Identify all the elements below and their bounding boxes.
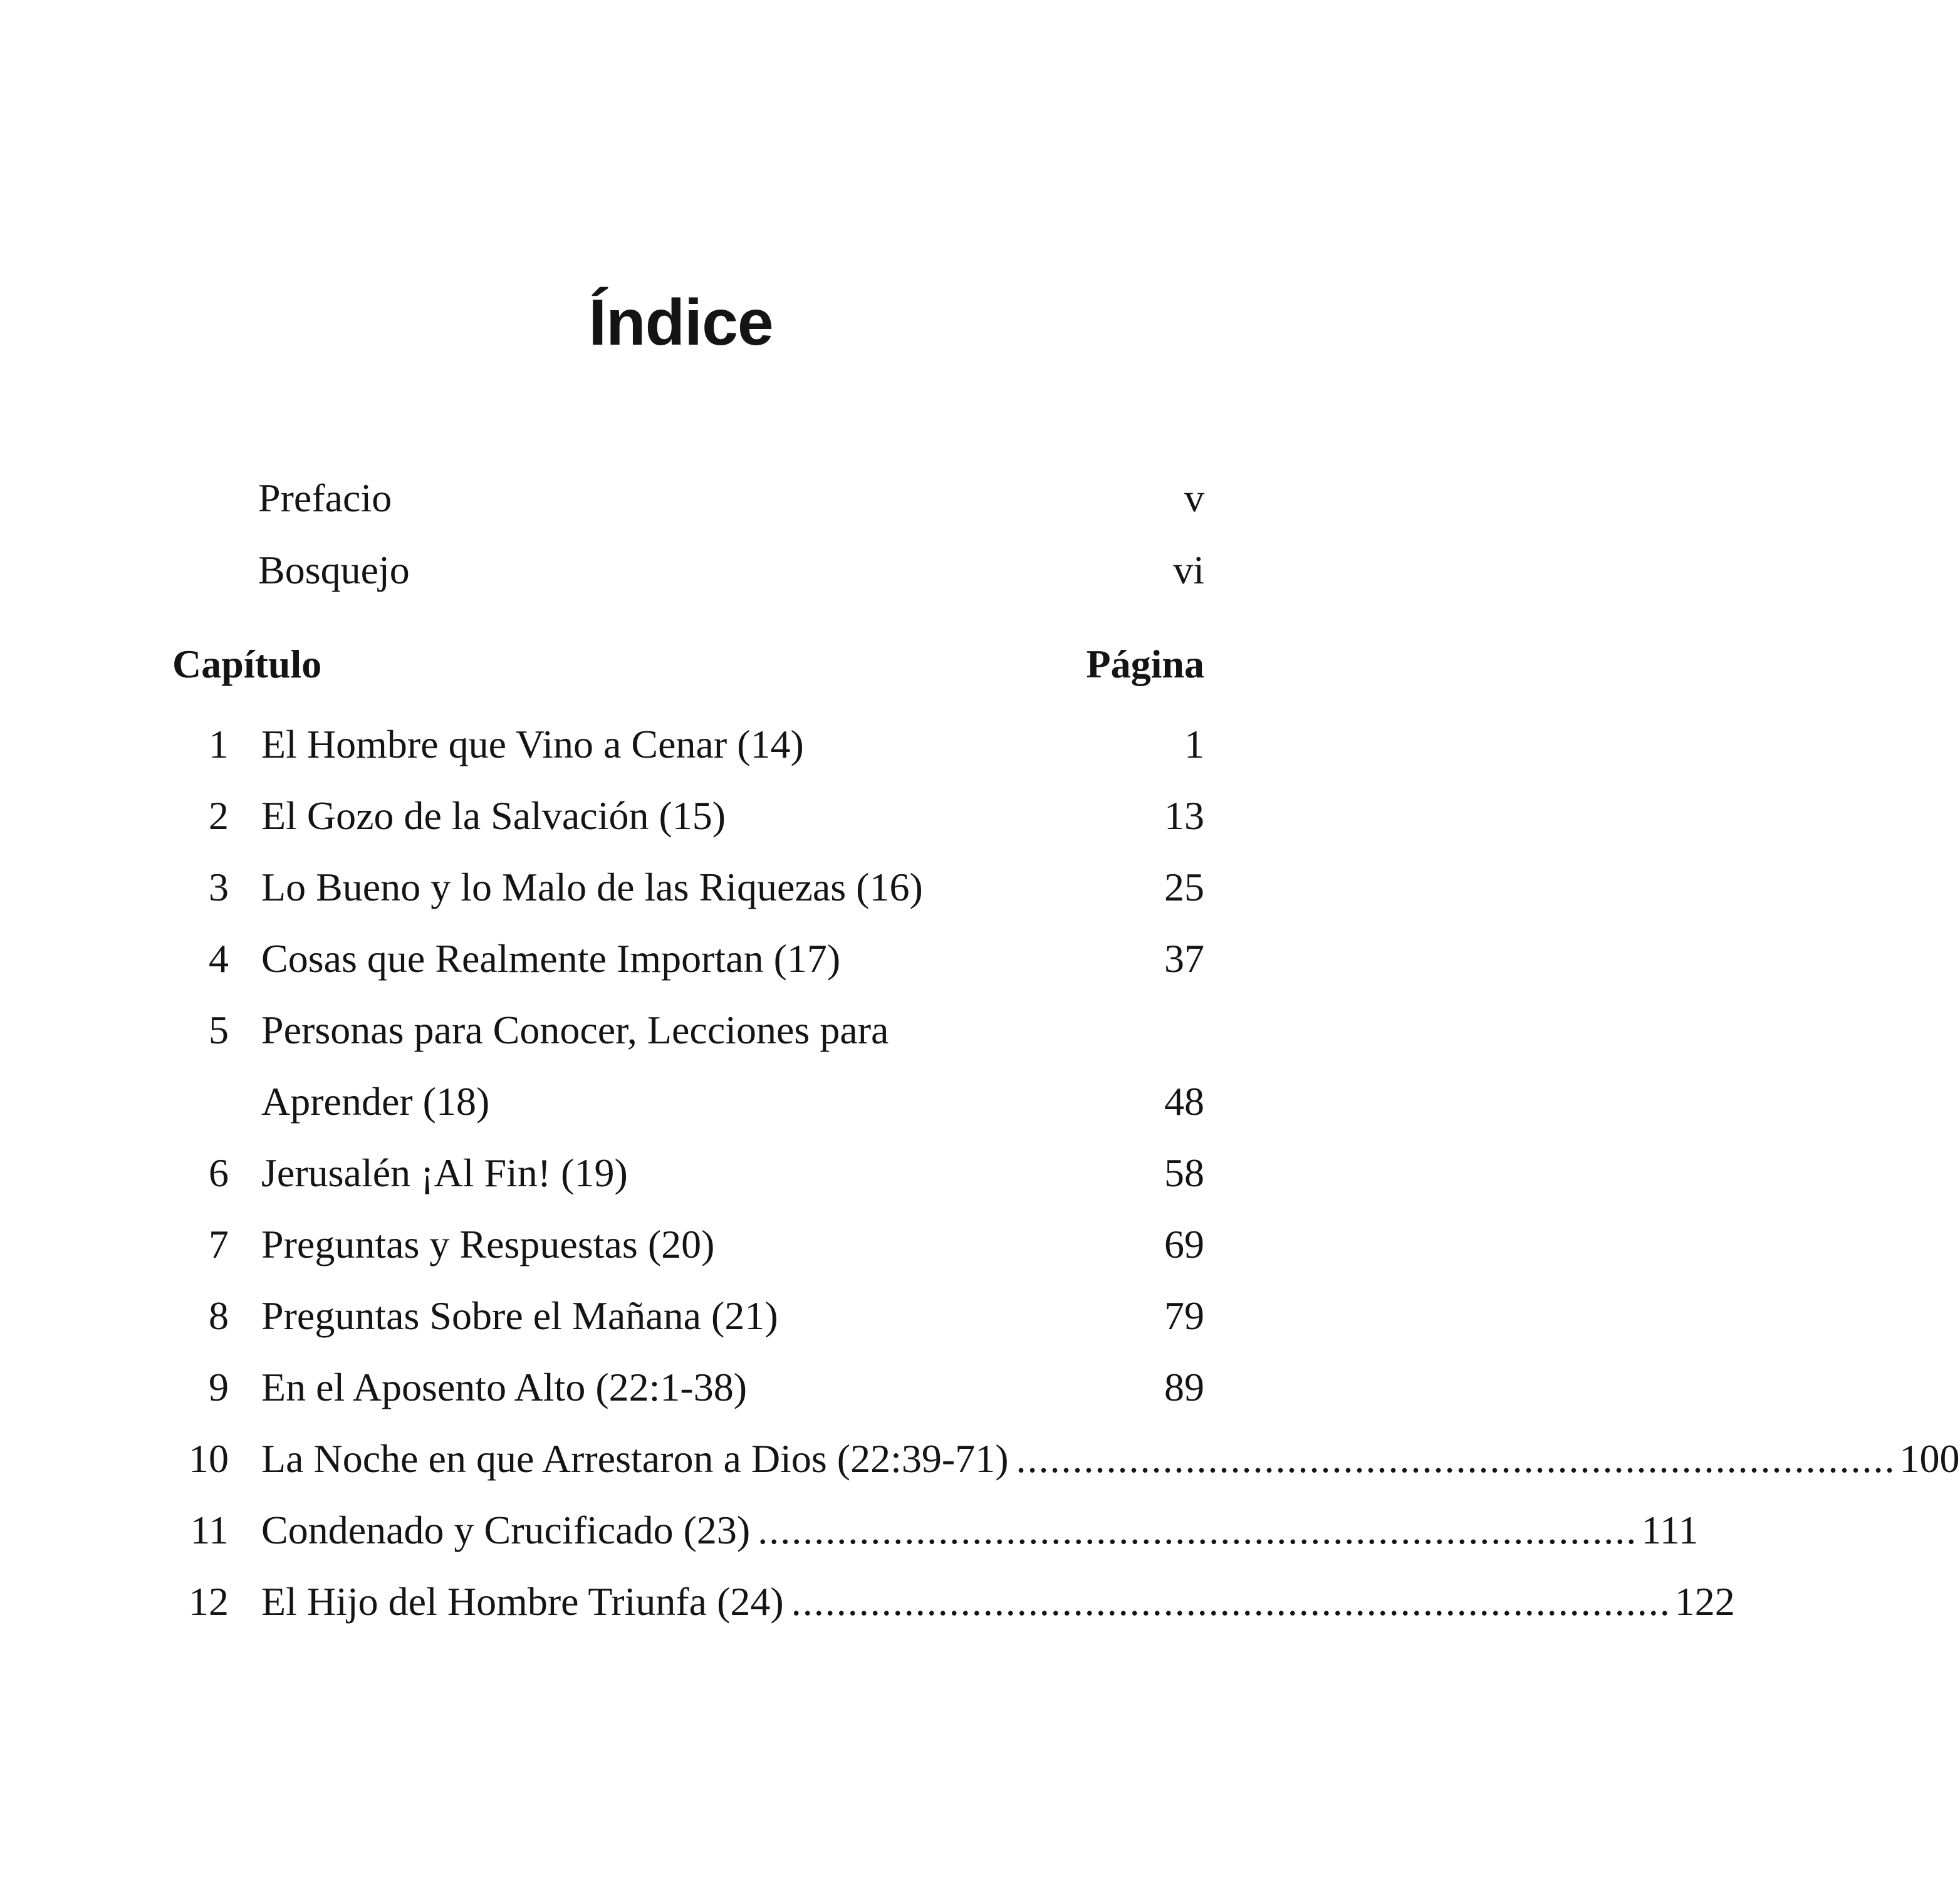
chapter-title-continued: Aprender (18) [261,1079,490,1124]
page-column-header: Página [1086,642,1204,686]
dot-leader-line [261,1577,1735,1627]
chapter-number: 1 [209,722,229,766]
chapter-title: Cosas que Realmente Importan (17) [261,936,841,981]
toc-entry-chapter-6[interactable] [172,1148,1204,1198]
chapter-number: 12 [189,1579,229,1624]
chapter-page: 48 [1164,1079,1204,1124]
chapter-title: El Hombre que Vino a Cenar (14) [261,722,804,766]
entry-label: Bosquejo [258,548,410,592]
chapter-page: 1 [1184,722,1204,766]
chapter-number: 5 [209,1008,229,1052]
toc-column-headers [172,639,1204,689]
chapter-page: 25 [1164,865,1204,909]
chapter-number: 3 [209,865,229,909]
chapter-title: La Noche en que Arrestaron a Dios (22:39-71) [261,1436,1009,1481]
dot-leader-line [261,1434,1960,1484]
toc-entry-bosquejo[interactable] [258,545,1204,595]
toc-entry-chapter-3[interactable] [172,862,1204,912]
toc-entry-prefacio[interactable] [258,473,1204,523]
entry-page: vi [1173,548,1204,592]
chapter-page: 37 [1164,936,1204,981]
page-title: Índice [588,286,773,359]
chapter-title: Lo Bueno y lo Malo de las Riquezas (16) [261,865,923,909]
chapter-page: 100 [1899,1436,1960,1481]
chapter-page: 122 [1674,1579,1735,1624]
chapter-page: 13 [1164,793,1204,838]
toc-entry-chapter-5-continued[interactable] [172,1077,1204,1127]
toc-entry-chapter-2[interactable] [172,791,1204,841]
toc-entry-chapter-5[interactable] [172,1005,1204,1055]
chapter-page: 69 [1164,1222,1204,1266]
chapter-number: 4 [209,936,229,981]
toc-entry-chapter-1[interactable] [172,719,1204,770]
chapter-number: 9 [209,1365,229,1409]
chapter-number: 6 [209,1151,229,1195]
chapter-page: 111 [1641,1508,1699,1552]
chapter-title: Preguntas y Respuestas (20) [261,1222,715,1266]
chapter-number: 11 [190,1508,229,1552]
chapter-page: 89 [1164,1365,1204,1409]
toc-entry-chapter-7[interactable] [172,1219,1204,1270]
toc-entry-chapter-10[interactable] [172,1434,1960,1484]
dot-leader: .............................................................................. [791,1579,1671,1624]
toc-entry-chapter-9[interactable] [172,1362,1204,1413]
toc-entry-chapter-12[interactable] [172,1577,1735,1627]
chapter-column-header: Capítulo [172,642,322,686]
dot-leader: .............................................................................. [758,1508,1638,1552]
chapter-title: En el Aposento Alto (22:1-38) [261,1365,748,1409]
dot-leader: .............................................................................. [1016,1436,1896,1481]
chapter-number: 2 [209,793,229,838]
toc-entry-chapter-4[interactable] [172,934,1204,984]
chapter-page: 58 [1164,1151,1204,1195]
chapter-title: Condenado y Crucificado (23) [261,1508,751,1552]
chapter-title: El Gozo de la Salvación (15) [261,793,726,838]
entry-page: v [1184,476,1204,520]
chapter-title: Jerusalén ¡Al Fin! (19) [261,1151,628,1195]
dot-leader-line [261,1505,1699,1555]
chapter-page: 79 [1164,1293,1204,1338]
toc-entry-chapter-11[interactable] [172,1505,1699,1555]
toc-entry-chapter-8[interactable] [172,1291,1204,1341]
chapter-number: 8 [209,1293,229,1338]
chapter-number: 10 [189,1436,229,1481]
chapter-title: El Hijo del Hombre Triunfa (24) [261,1579,784,1624]
chapter-number: 7 [209,1222,229,1266]
entry-label: Prefacio [258,476,392,520]
chapter-title: Personas para Conocer, Lecciones para [261,1008,889,1052]
chapter-title: Preguntas Sobre el Mañana (21) [261,1293,778,1338]
